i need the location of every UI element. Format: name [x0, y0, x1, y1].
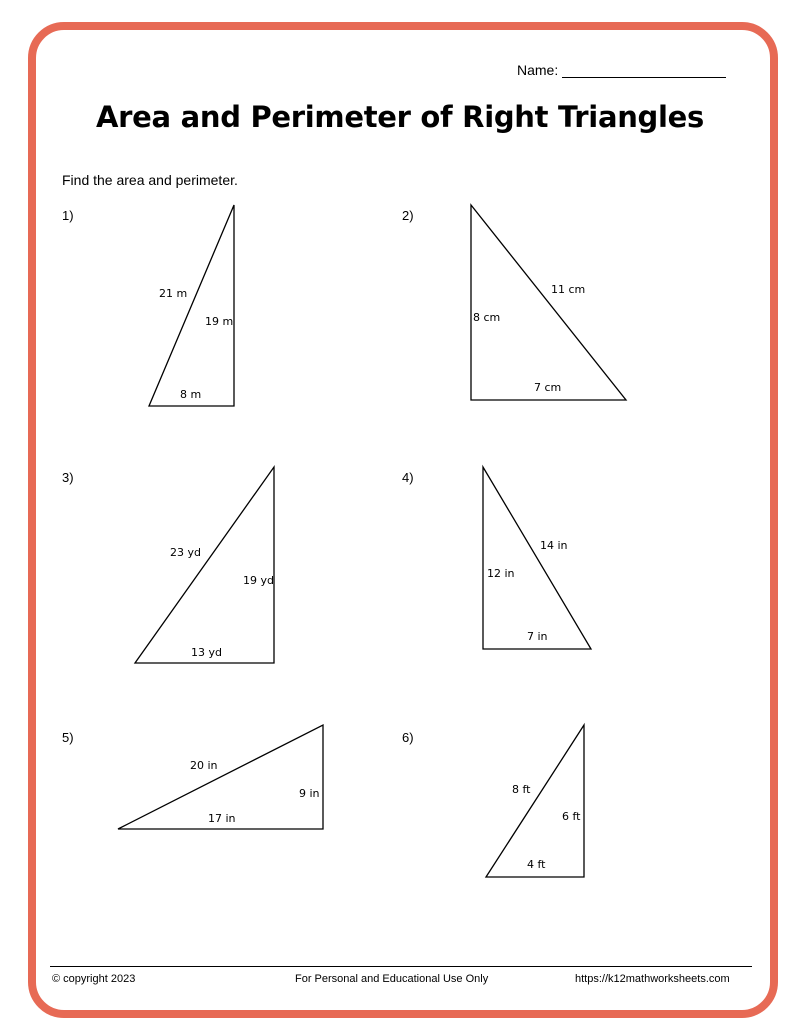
- problem-3-base-label: 13 yd: [191, 646, 222, 659]
- footer-website-link[interactable]: https://k12mathworksheets.com: [575, 973, 730, 985]
- problem-5-base-label: 17 in: [208, 812, 236, 825]
- triangle-4: [483, 467, 591, 649]
- problem-1-number: 1): [62, 208, 74, 223]
- instructions: Find the area and perimeter.: [62, 172, 238, 188]
- problem-6-base-label: 4 ft: [527, 858, 546, 871]
- problem-1-height-label: 19 m: [205, 315, 234, 328]
- problem-4-number: 4): [402, 470, 414, 485]
- problem-4-hypotenuse-label: 14 in: [540, 539, 568, 552]
- problem-4-base-label: 7 in: [527, 630, 548, 643]
- problem-1-base-label: 8 m: [180, 388, 202, 401]
- problem-2-hypotenuse-label: 11 cm: [551, 283, 586, 296]
- problem-3-hypotenuse-label: 23 yd: [170, 546, 201, 559]
- problem-3-height-label: 19 yd: [243, 574, 274, 587]
- problem-5-hypotenuse-label: 20 in: [190, 759, 218, 772]
- footer-divider: [50, 966, 752, 967]
- page-title: Area and Perimeter of Right Triangles: [96, 100, 704, 134]
- footer-copyright: © copyright 2023: [52, 973, 136, 985]
- problem-5-height-label: 9 in: [299, 787, 320, 800]
- name-label: Name:: [517, 62, 559, 78]
- problem-6-height-label: 6 ft: [562, 810, 581, 823]
- problem-2-base-label: 7 cm: [534, 381, 562, 394]
- triangle-1: [149, 205, 234, 406]
- problem-1-hypotenuse-label: 21 m: [159, 287, 188, 300]
- triangle-3: [135, 467, 274, 663]
- problem-2-number: 2): [402, 208, 414, 223]
- problem-6-number: 6): [402, 730, 414, 745]
- problem-2-height-label: 8 cm: [473, 311, 501, 324]
- problem-3-number: 3): [62, 470, 74, 485]
- problem-5-number: 5): [62, 730, 74, 745]
- footer-usage-note: For Personal and Educational Use Only: [295, 973, 489, 985]
- problem-6-hypotenuse-label: 8 ft: [512, 783, 531, 796]
- triangle-2: [471, 205, 626, 400]
- problem-4-height-label: 12 in: [487, 567, 515, 580]
- triangle-6: [486, 725, 584, 877]
